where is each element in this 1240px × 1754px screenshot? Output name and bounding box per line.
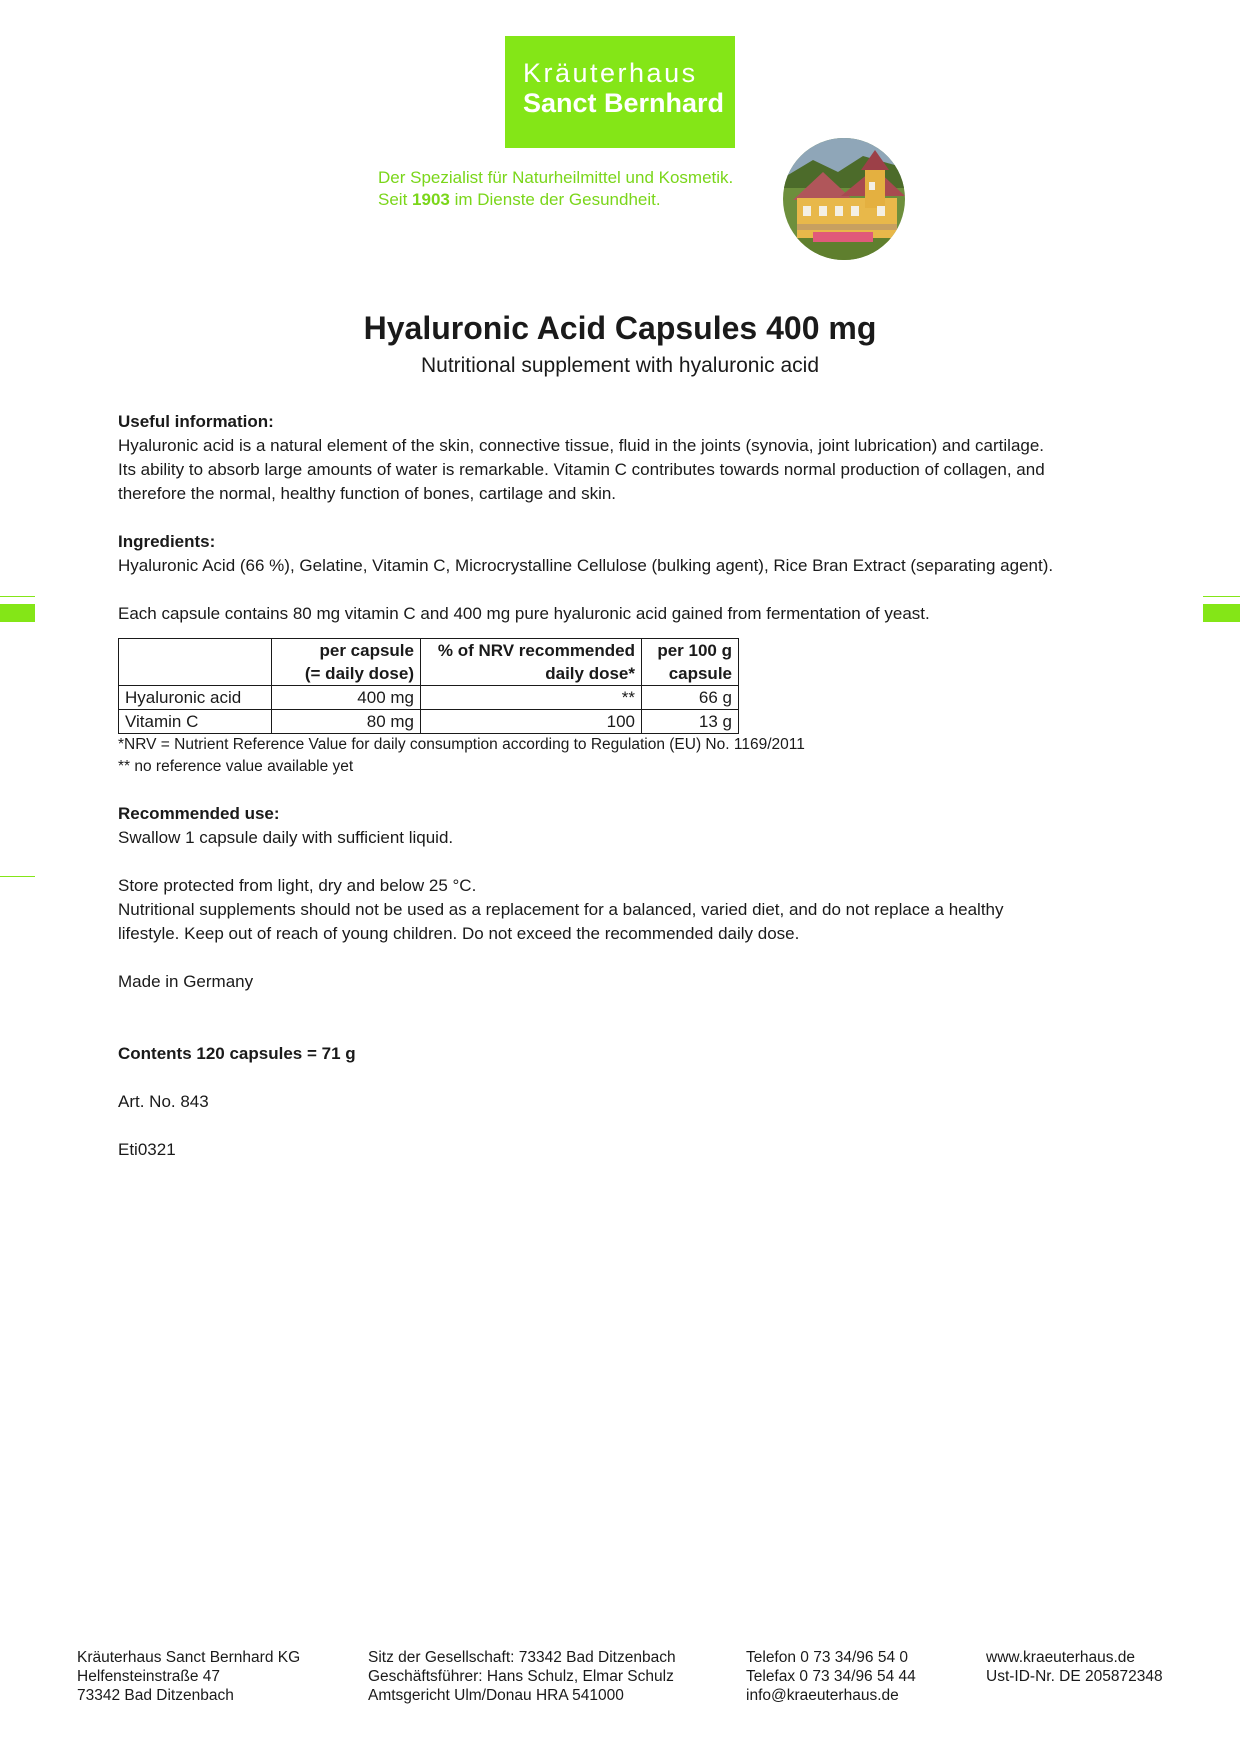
nutrition-table <box>118 638 739 734</box>
edge-line-right-top <box>1203 596 1240 597</box>
footer-line: Helfensteinstraße 47 <box>77 1668 221 1685</box>
table-row <box>119 710 739 734</box>
product-title: Hyaluronic Acid Capsules 400 mg <box>363 310 877 346</box>
footer-contact <box>746 1648 916 1705</box>
table-cell-name: Vitamin C <box>119 710 272 734</box>
footer-line: Amtsgericht Ulm/Donau HRA 541000 <box>368 1687 624 1704</box>
storage-line: Nutritional supplements should not be used as a replacement for a balanced, varied diet, and do not replace a healthy <box>118 900 1004 919</box>
storage-line: Store protected from light, dry and below 25 °C. <box>118 876 477 895</box>
table-header-empty <box>119 639 272 686</box>
product-subtitle: Nutritional supplement with hyaluronic acid <box>420 354 820 377</box>
footer-line: Geschäftsführer: Hans Schulz, Elmar Schulz <box>368 1668 674 1685</box>
table-cell-per-100g: 66 g <box>642 686 739 710</box>
useful-info-heading: Useful information: <box>118 412 274 431</box>
edge-mark-right <box>1203 604 1240 622</box>
table-header-per-capsule: per capsule (= daily dose) <box>272 639 421 686</box>
footer-line: Sitz der Gesellschaft: 73342 Bad Ditzenbach <box>368 1649 676 1666</box>
tagline-line-1: Der Spezialist für Naturheilmittel und Kosmetik. <box>378 168 734 187</box>
tagline-text: im Dienste der Gesundheit. <box>449 190 661 209</box>
article-number: Art. No. 843 <box>118 1092 209 1111</box>
each-capsule-text: Each capsule contains 80 mg vitamin C and 400 mg pure hyaluronic acid gained from fermentation of yeast. <box>118 604 930 623</box>
no-reference-footnote: ** no reference value available yet <box>118 758 354 775</box>
tagline-line-2 <box>378 189 733 211</box>
label-body <box>118 410 1138 1162</box>
recommended-use-heading: Recommended use: <box>118 804 280 823</box>
footer-company <box>77 1648 300 1705</box>
useful-info-line: Its ability to absorb large amounts of water is remarkable. Vitamin C contributes towards normal production of collagen, and <box>118 460 1045 479</box>
logo-line-1: Kräuterhaus <box>523 58 698 88</box>
footer-registry <box>368 1648 676 1705</box>
table-cell-per-100g: 13 g <box>642 710 739 734</box>
useful-info-line: Hyaluronic acid is a natural element of the skin, connective tissue, fluid in the joints (synovia, joint lubrication) and cartilage. <box>118 436 1045 455</box>
footer-line: Kräuterhaus Sanct Bernhard KG <box>77 1649 301 1666</box>
table-cell-per-capsule: 400 mg <box>272 686 421 710</box>
contents-text: Contents 120 capsules = 71 g <box>118 1044 356 1063</box>
footer-web <box>986 1648 1163 1686</box>
footer-website-link[interactable]: www.kraeuterhaus.de <box>986 1649 1136 1666</box>
ingredients-heading: Ingredients: <box>118 532 216 551</box>
storage-line: lifestyle. Keep out of reach of young children. Do not exceed the recommended daily dose. <box>118 924 800 943</box>
table-header-row <box>119 639 739 686</box>
footer-email-link[interactable]: info@kraeuterhaus.de <box>746 1687 899 1704</box>
founding-year: 1903 <box>412 190 450 209</box>
table-cell-nrv: 100 <box>421 710 642 734</box>
table-row <box>119 686 739 710</box>
building-illustration-icon <box>783 138 905 260</box>
recommended-use-text: Swallow 1 capsule daily with sufficient liquid. <box>118 828 454 847</box>
edge-line-left-top <box>0 596 35 597</box>
ingredients-text: Hyaluronic Acid (66 %), Gelatine, Vitamin C, Microcrystalline Cellulose (bulking agent), Rice Bran Extract (separating agent). <box>118 556 1054 575</box>
table-cell-nrv: ** <box>421 686 642 710</box>
table-cell-name: Hyaluronic acid <box>119 686 272 710</box>
logo-line-2: Sanct Bernhard <box>523 88 725 118</box>
table-header-nrv: % of NRV recommended daily dose* <box>421 639 642 686</box>
label-code: Eti0321 <box>118 1140 176 1159</box>
building-photo <box>783 138 905 260</box>
edge-mark-left <box>0 604 35 622</box>
nrv-footnote: *NRV = Nutrient Reference Value for daily consumption according to Regulation (EU) No. 1169/2011 <box>118 736 805 753</box>
table-cell-per-capsule: 80 mg <box>272 710 421 734</box>
useful-info-line: therefore the normal, healthy function of bones, cartilage and skin. <box>118 484 617 503</box>
tagline <box>378 167 733 211</box>
tagline-text: Seit <box>378 190 413 209</box>
made-in-text: Made in Germany <box>118 972 254 991</box>
footer-phone: Telefon 0 73 34/96 54 0 <box>746 1649 909 1666</box>
footer-line: 73342 Bad Ditzenbach <box>77 1687 234 1704</box>
brand-logo <box>505 36 735 148</box>
footer-vat-id: Ust-ID-Nr. DE 205872348 <box>986 1668 1163 1685</box>
table-header-per-100g: per 100 g capsule <box>642 639 739 686</box>
edge-line-left-bottom <box>0 876 35 877</box>
footer-fax: Telefax 0 73 34/96 54 44 <box>746 1668 916 1685</box>
